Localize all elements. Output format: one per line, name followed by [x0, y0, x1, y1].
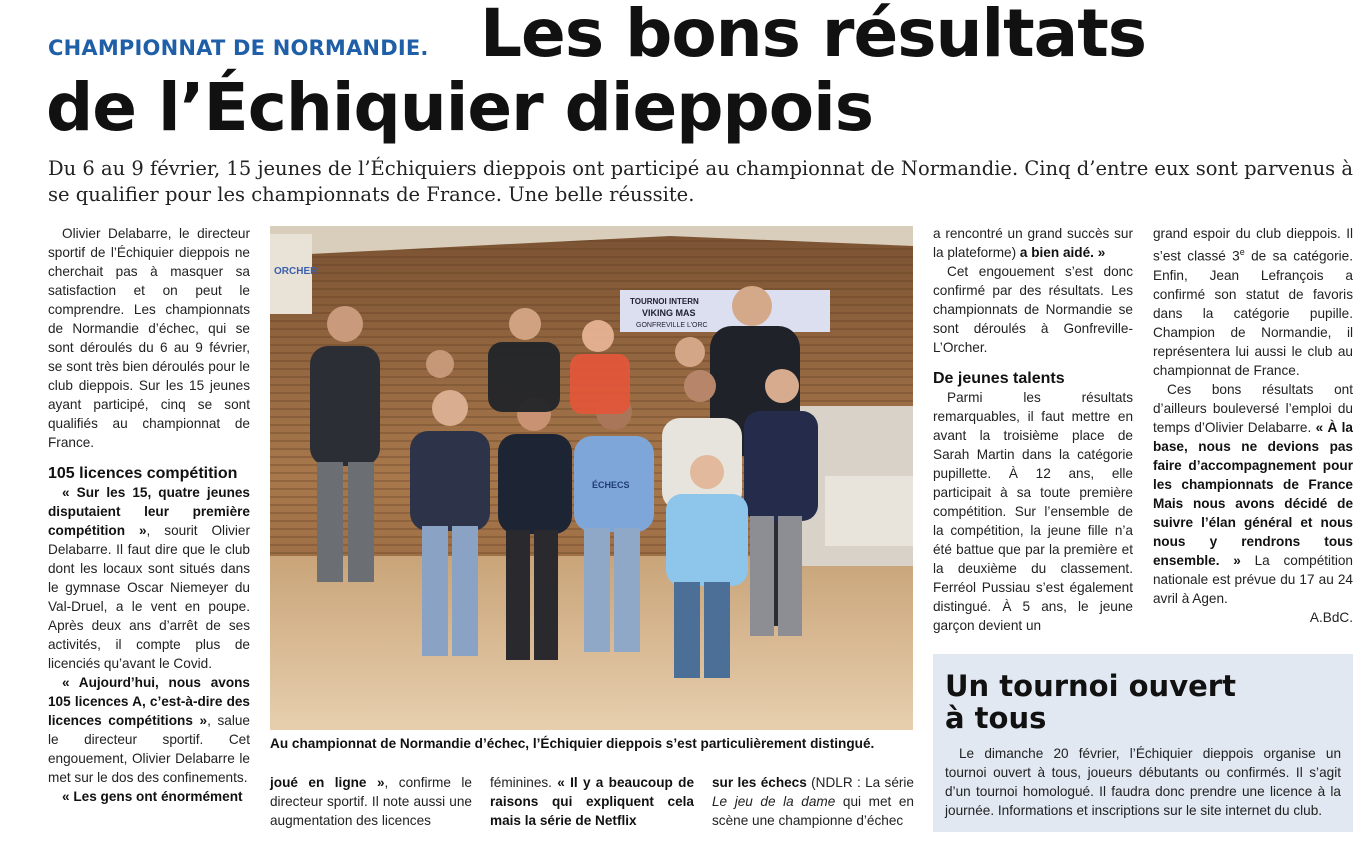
- shirt-text: ÉCHECS: [592, 480, 630, 490]
- lede-paragraph: Du 6 au 9 février, 15 jeunes de l’Échiquiers dieppois ont participé au championnat de Normandie. Cinq d’entre eux sont parvenus à se qualifier pour les championnats de France. Une belle réussite.: [48, 157, 1354, 206]
- article-column-5: a rencontré un grand succès sur la plateforme) a bien aidé. » Cet engouement s’est donc confirmé par des résultats. Les championnats de Normandie se sont déroulés à Gonfreville-L’Orcher. De jeunes talents Parmi les résultats remarquables, il faut mettre en avant la troisième place de Sarah Martin dans la catégorie pupillette. À 12 ans, elle participait à sa toute première compétition. Sur l’ensemble de la compétition, la jeune fille n’a été battue que par la première et la deuxième du classement. Ferréol Pussiau s’est également distingué. À 5 ans, le jeune garçon devient un: [933, 226, 1133, 633]
- article-column-4: sur les échecs (NDLR : La série Le jeu de la dame qui met en scène une championne d’échec: [712, 775, 914, 828]
- headline-line-1: Les bons résultats: [480, 0, 1147, 72]
- paragraph-intro: Olivier Delabarre, le directeur sportif de l’Échiquier dieppois ne cherchait pas à masquer sa satisfaction et on peut le comprendre. Les championnats de Normandie d’échec, qui se sont déroulés du 6 au 9 février, se sont très bien déroulés pour le club dieppois. Sur les 15 jeunes ayant participé, cinq se sont qualifiés au championnat de France.: [48, 226, 250, 450]
- photo-caption: Au championnat de Normandie d’échec, l’Échiquier dieppois s’est particulièrement distingué.: [270, 736, 875, 751]
- article-column-2: joué en ligne », confirme le directeur sportif. Il note aussi une augmentation des licences: [270, 775, 472, 828]
- article-column-3: féminines. « Il y a beaucoup de raisons qui expliquent cela mais la série de Netflix: [490, 775, 694, 828]
- paragraph-conclusion: Ces bons résultats ont d’ailleurs bouleversé l’emploi du temps d’Olivier Delabarre. « À la base, nous ne devions pas faire d’accompagnement pour les championnats de France Mais nous avons décidé de suivre l’élan général et nous nous y rendrons tous ensemble. » La compétition nationale est prévue du 17 au 24 avril à Agen.: [1153, 381, 1353, 606]
- wall-sign-text: ORCHER: [274, 266, 318, 277]
- sidebar-box-body: Le dimanche 20 février, l’Échiquier dieppois organise un tournoi ouvert à tous, joueurs débutants ou confirmés. Il s’agit d’un tournoi homologué. Il faudra donc prendre une licence à la journée. Informations et inscriptions sur le site internet du club.: [945, 746, 1341, 818]
- sidebar-box-title: Un tournoi ouvert à tous: [945, 669, 1236, 735]
- banner-text-1: TOURNOI INTERN: [630, 297, 699, 306]
- paragraph-licences-3: « Les gens ont énormément: [62, 789, 243, 804]
- paragraph-results: Cet engouement s’est donc confirmé par des résultats. Les championnats de Normandie se sont déroulés à Gonfreville-L’Orcher.: [933, 264, 1133, 355]
- paragraph-licences-2: « Aujourd’hui, nous avons 105 licences A, c’est-à-dire des licences compétitions », salue le directeur sportif. Cet engouement, Olivier Delabarre le met sur le dos des confinements.: [48, 675, 250, 785]
- subheading-licences: 105 licences compétition: [48, 465, 238, 482]
- paragraph-licences-1: « Sur les 15, quatre jeunes disputaient leur première compétition », sourit Olivier Delabarre. Il faut dire que le club dont les locaux sont situés dans le gymnase Oscar Niemeyer du Val-Druel, a le vent en poupe. Après deux ans d’arrêt de ses activités, il compte plus de licenciés qu’avant le Covid.: [48, 485, 250, 671]
- subheading-talents: De jeunes talents: [933, 370, 1065, 387]
- article-column-6: grand espoir du club dieppois. Il s’est classé 3e de sa catégorie. Enfin, Jean Lefrançois a confirmé son statut de favoris dans la catégorie pupille. Champion de Normandie, il représentera lui aussi le club au championnat de France. Ces bons résultats ont d’ailleurs bouleversé l’emploi du temps d’Olivier Delabarre. « À la base, nous ne devions pas faire d’accompagnement pour les championnats de France Mais nous avons décidé de suivre l’élan général et nous nous y rendrons tous ensemble. » La compétition nationale est prévue du 17 au 24 avril à Agen. A.BdC.: [1153, 226, 1353, 625]
- banner-text-3: GONFREVILLE L’ORC: [636, 322, 708, 329]
- team-photo-illustration: [270, 226, 913, 730]
- banner-text-2: VIKING MAS: [642, 308, 696, 318]
- author-signature: A.BdC.: [1309, 609, 1353, 625]
- sidebar-box: [933, 654, 1353, 832]
- team-photo: [270, 226, 913, 730]
- paragraph-talents: Parmi les résultats remarquables, il faut mettre en avant la troisième place de Sarah Martin dans la catégorie pupillette. À 12 ans, elle participait à sa toute première compétition. Sur l’ensemble de la compétition, la jeune fille n’a été battue que par la première et la deuxième du classement. Ferréol Pussiau s’est également distingué. À 5 ans, le jeune garçon devient un: [933, 390, 1133, 633]
- article-kicker: CHAMPIONNAT DE NORMANDIE.: [48, 36, 429, 60]
- article-column-1: [48, 224, 250, 806]
- headline-line-2: de l’Échiquier dieppois: [46, 69, 874, 146]
